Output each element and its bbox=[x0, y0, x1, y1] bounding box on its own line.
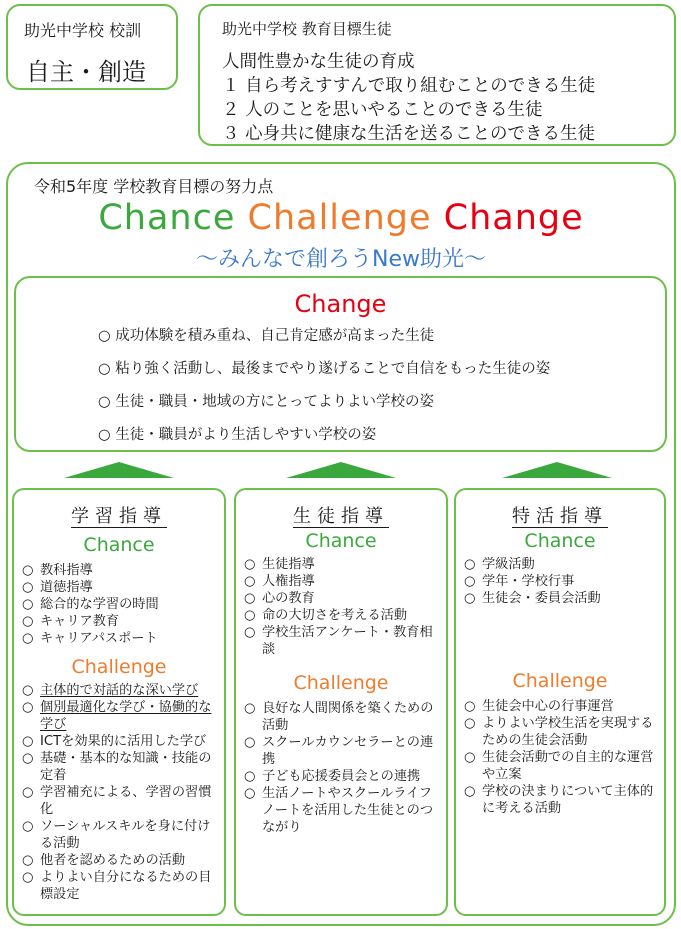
challenge-list bbox=[244, 700, 440, 836]
change-title: Change bbox=[294, 290, 387, 318]
motto-label: 助光中学校 校訓 bbox=[24, 21, 142, 40]
chance-label: Chance bbox=[83, 534, 155, 556]
list-item: ○ よりよい学校生活を実現するための生徒会活動 bbox=[464, 716, 654, 748]
column-learning-guidance bbox=[12, 488, 226, 916]
change-item: ○ 粘り強く活動し、最後までやり遂げることで自信をもった生徒の姿 bbox=[98, 361, 551, 377]
list-item: ○ 教科指導 bbox=[22, 563, 93, 578]
list-item: ○ キャリアパスポート bbox=[22, 631, 158, 646]
slogan-change: Change bbox=[443, 198, 584, 238]
list-item: ○ よりよい自分になるための目標設定 bbox=[22, 870, 212, 902]
challenge-list bbox=[464, 698, 658, 817]
list-item: ○ 学級活動 bbox=[464, 557, 535, 572]
list-item: ○ 主体的で対話的な深い学び bbox=[22, 683, 199, 698]
list-item: ○ 道徳指導 bbox=[22, 580, 93, 595]
change-item: ○ 生徒・職員・地域の方にとってよりよい学校の姿 bbox=[98, 394, 434, 410]
list-item: ○ 個別最適化な学び・協働的な学び bbox=[22, 700, 212, 732]
up-arrow-icon bbox=[502, 462, 612, 478]
education-goals-box bbox=[198, 4, 676, 146]
goal-line: ３ 心身共に健康な生活を送ることのできる生徒 bbox=[222, 124, 596, 144]
up-arrow-icon bbox=[64, 462, 174, 478]
column-special-activities bbox=[454, 488, 666, 916]
chance-label: Chance bbox=[305, 530, 377, 552]
slogan bbox=[8, 198, 674, 238]
list-item: ○ キャリア教育 bbox=[22, 614, 120, 629]
challenge-label: Challenge bbox=[512, 670, 608, 692]
column-title: 学習指導 bbox=[71, 506, 167, 527]
list-item: ○ ソーシャルスキルを身に付ける活動 bbox=[22, 819, 211, 851]
list-item: ○ 良好な人間関係を築くための活動 bbox=[244, 701, 434, 733]
list-item: ○ 生徒会中心の行事運営 bbox=[464, 699, 614, 714]
challenge-label: Challenge bbox=[293, 672, 389, 694]
list-item: ○ ICTを効果的に活用した学び bbox=[22, 734, 207, 749]
list-item: ○ 子ども応援委員会との連携 bbox=[244, 769, 421, 784]
list-item: ○ 学校生活アンケート・教育相談 bbox=[244, 625, 433, 657]
column-student-guidance bbox=[234, 488, 448, 916]
school-motto-box bbox=[6, 4, 178, 90]
challenge-list bbox=[22, 682, 218, 903]
goal-line: ２ 人のことを思いやることのできる生徒 bbox=[222, 100, 543, 120]
main-title: 令和5年度 学校教育目標の努力点 bbox=[34, 177, 274, 196]
list-item: ○ 心の教育 bbox=[244, 591, 315, 606]
list-item: ○ 総合的な学習の時間 bbox=[22, 597, 159, 612]
slogan-challenge: Challenge bbox=[247, 198, 432, 238]
list-item: ○ 学習補充による、学習の習慣化 bbox=[22, 785, 212, 817]
chance-list bbox=[22, 562, 218, 647]
list-item: ○ スクールカウンセラーとの連携 bbox=[244, 735, 434, 767]
goal-line: 人間性豊かな生徒の育成 bbox=[222, 52, 415, 72]
list-item: ○ 生徒会活動での自主的な運営や立案 bbox=[464, 750, 654, 782]
up-arrow-icon bbox=[286, 462, 396, 478]
subslogan: ～みんなで創ろうNew助光～ bbox=[196, 247, 486, 272]
column-title: 生徒指導 bbox=[293, 506, 389, 527]
list-item: ○ 人権指導 bbox=[244, 574, 315, 589]
list-item: ○ 生活ノートやスクールライフノートを活用した生徒とのつながり bbox=[244, 786, 434, 835]
chance-label: Chance bbox=[524, 530, 596, 552]
list-item: ○ 生徒会・委員会活動 bbox=[464, 591, 601, 606]
list-item: ○ 基礎・基本的な知識・技能の定着 bbox=[22, 751, 212, 783]
list-item: ○ 命の大切さを考える活動 bbox=[244, 608, 408, 623]
challenge-label: Challenge bbox=[71, 656, 167, 678]
goal-line: １ 自ら考えすすんで取り組むことのできる生徒 bbox=[222, 76, 596, 96]
column-title: 特活指導 bbox=[512, 506, 608, 527]
slogan-chance: Chance bbox=[98, 198, 236, 238]
change-item: ○ 成功体験を積み重ね、自己肯定感が高まった生徒 bbox=[98, 328, 435, 344]
list-item: ○ 学年・学校行事 bbox=[464, 574, 575, 589]
chance-list bbox=[464, 556, 658, 607]
goals-title: 助光中学校 教育目標生徒 bbox=[222, 20, 392, 38]
change-box bbox=[14, 276, 667, 452]
motto-text: 自主・創造 bbox=[26, 58, 146, 86]
change-item: ○ 生徒・職員がより生活しやすい学校の姿 bbox=[98, 427, 377, 443]
list-item: ○ 他者を認めるための活動 bbox=[22, 853, 186, 868]
chance-list bbox=[244, 556, 440, 658]
list-item: ○ 学校の決まりについて主体的に考える活動 bbox=[464, 784, 654, 816]
list-item: ○ 生徒指導 bbox=[244, 557, 315, 572]
